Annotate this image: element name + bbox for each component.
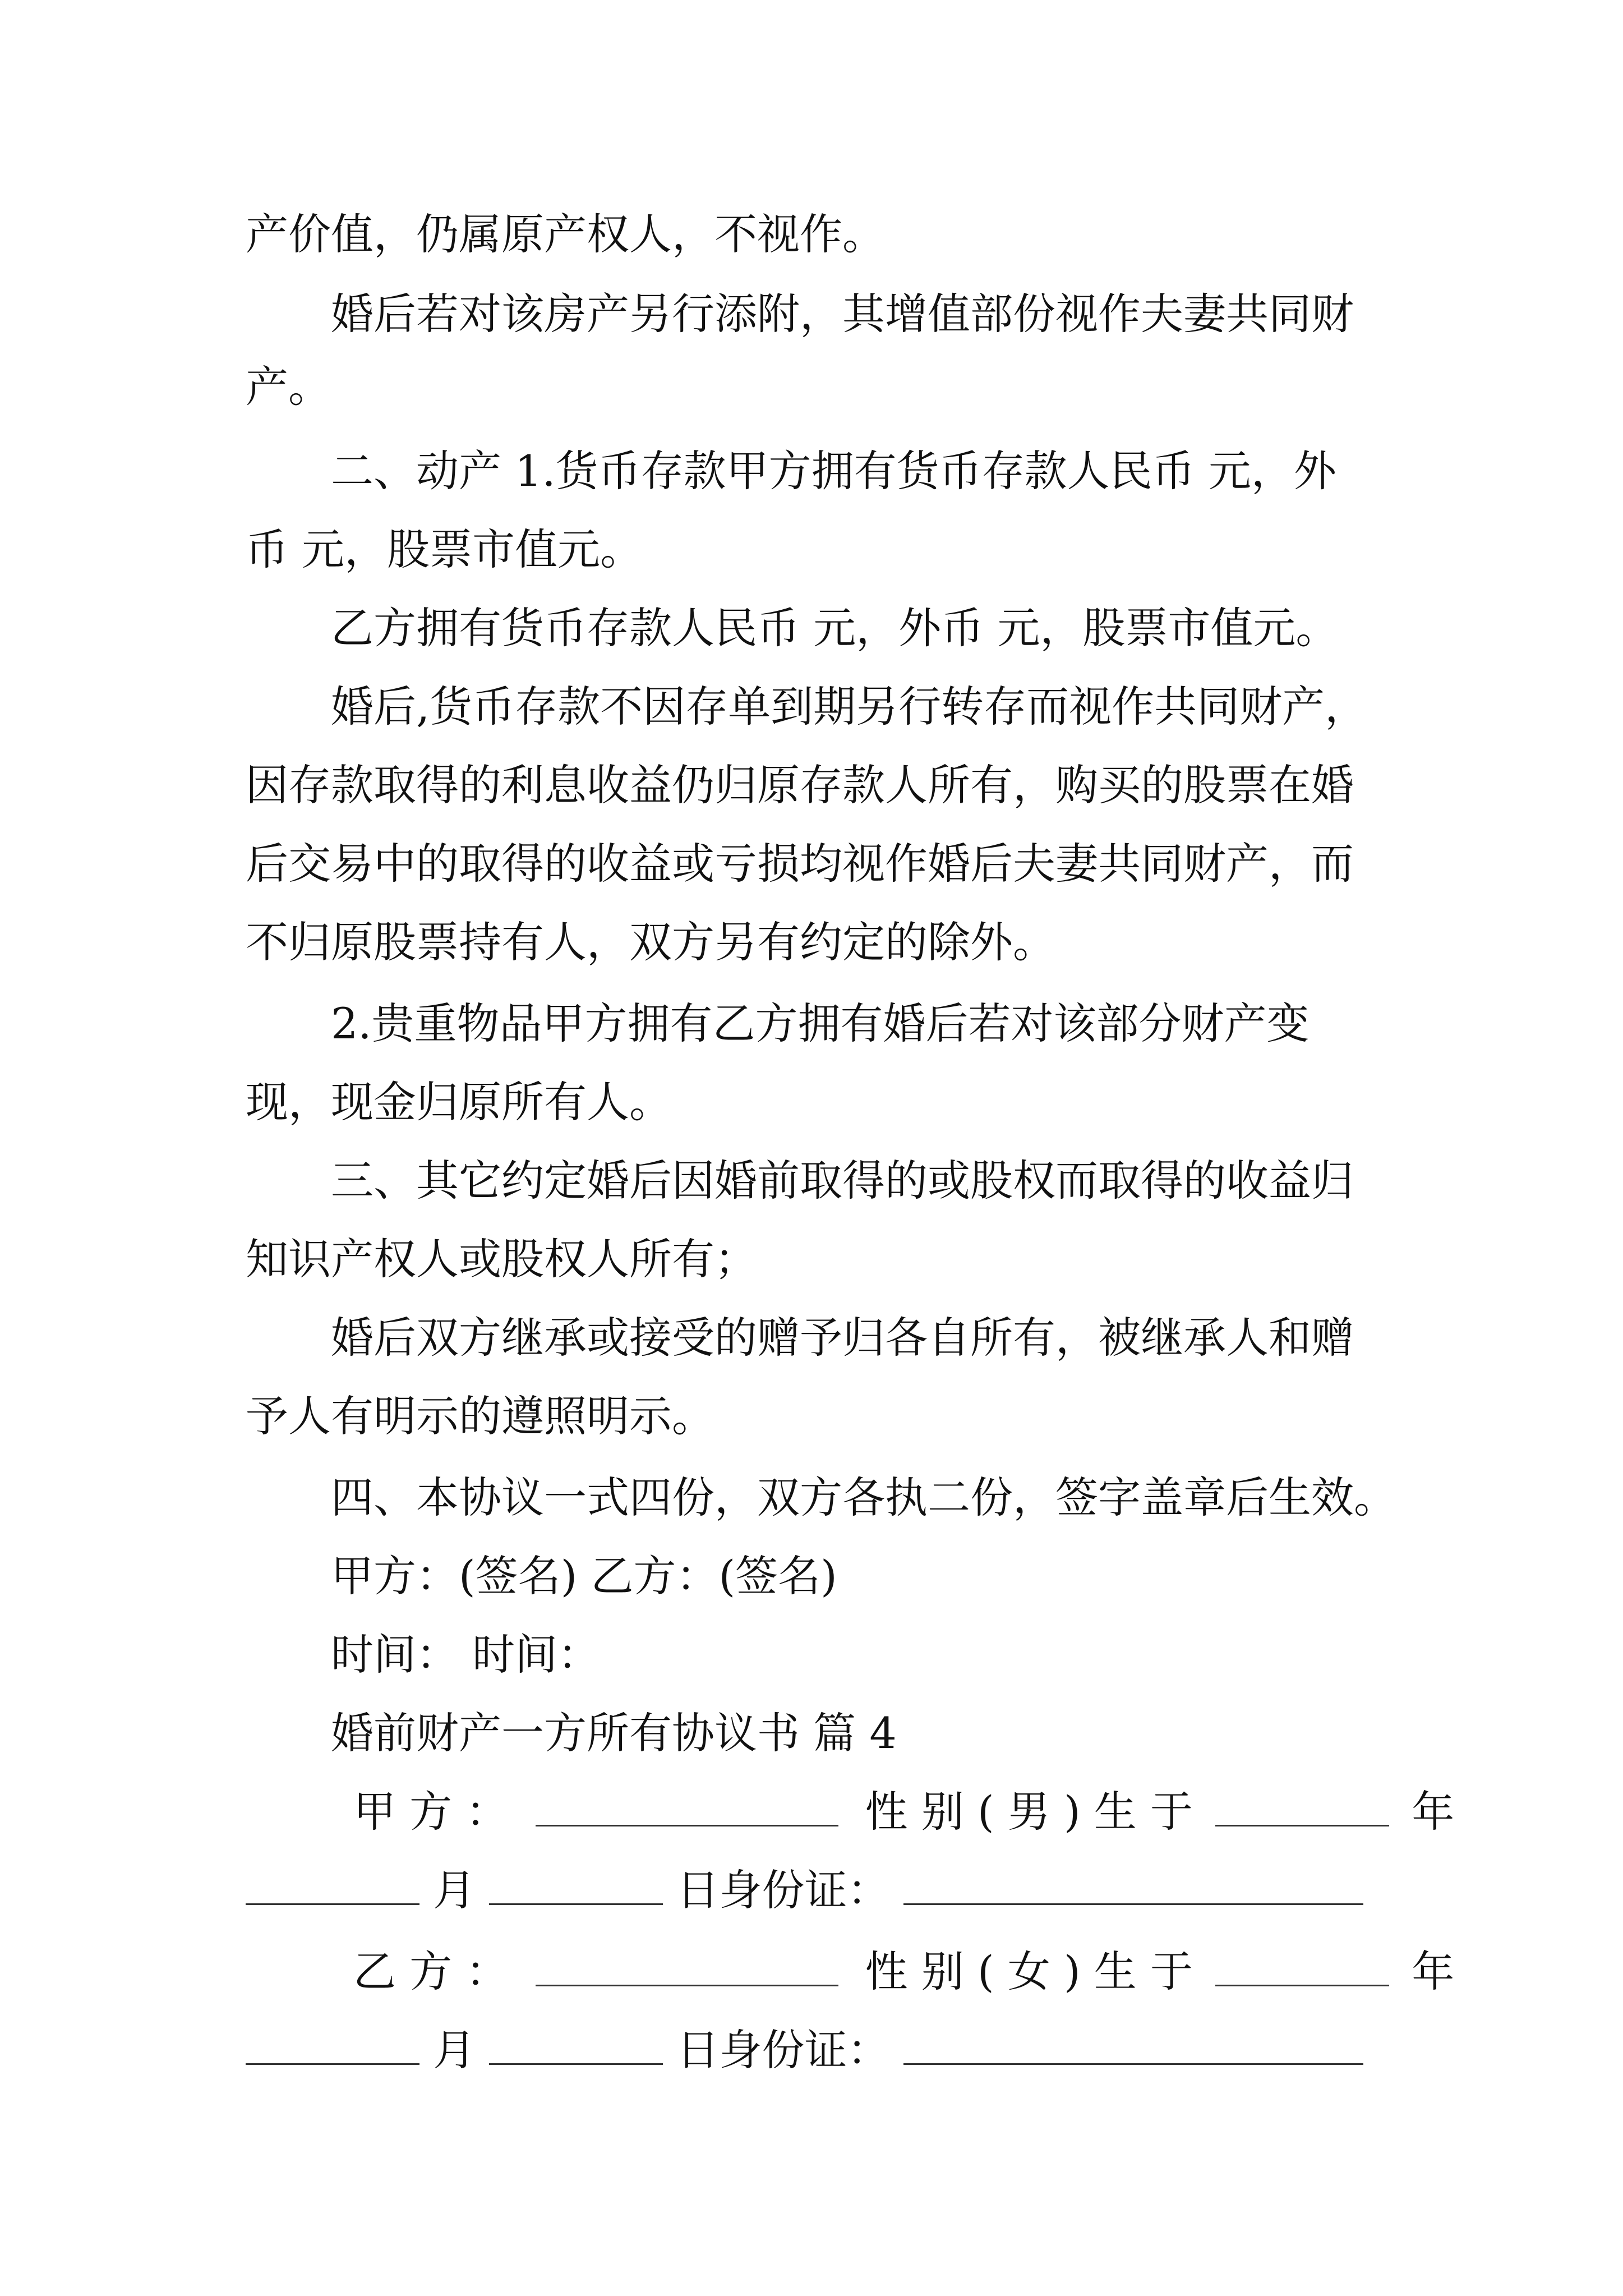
party-a-year-blank[interactable] — [1215, 1789, 1389, 1826]
signature-line: 甲方：(签名) 乙方：(签名) — [331, 1551, 837, 1601]
party-a-id-label: 日身份证： — [676, 1865, 890, 1915]
paragraph-line: 四、本协议一式四份，双方各执二份，签字盖章后生效。 — [331, 1473, 1396, 1522]
party-a-row-2 — [246, 1862, 1363, 1918]
paragraph-line: 2.贵重物品甲方拥有乙方拥有婚后若对该部分财产变 — [331, 999, 1310, 1048]
party-b-id-label: 日身份证： — [676, 2025, 890, 2075]
party-b-year-blank[interactable] — [1215, 1949, 1389, 1986]
date-line: 时间： 时间： — [331, 1630, 601, 1680]
party-a-day-blank[interactable] — [489, 1867, 663, 1905]
party-b-day-blank[interactable] — [489, 2027, 663, 2065]
party-a-month-blank[interactable] — [246, 1867, 419, 1905]
party-b-row — [353, 1944, 1454, 2000]
paragraph-line: 三、其它约定婚后因婚前取得的或股权而取得的收益归 — [331, 1156, 1354, 1205]
paragraph-line: 不归原股票持有人，双方另有约定的除外。 — [246, 917, 1055, 967]
paragraph-line: 婚后若对该房产另行添附，其增值部份视作夫妻共同财 — [331, 289, 1354, 339]
party-a-name-blank[interactable] — [536, 1789, 838, 1826]
party-a-id-blank[interactable] — [903, 1867, 1363, 1905]
party-b-gender: 性 别 ( 女 ) 生 于 — [865, 1947, 1193, 1996]
party-b-label: 乙 方 ： — [353, 1947, 509, 1996]
party-b-row-2 — [246, 2022, 1363, 2078]
paragraph-line: 因存款取得的利息收益仍归原存款人所有，购买的股票在婚 — [246, 760, 1354, 810]
party-a-year-label: 年 — [1412, 1787, 1455, 1837]
party-b-month-label: 月 — [433, 2025, 476, 2075]
paragraph-line: 后交易中的取得的收益或亏损均视作婚后夫妻共同财产，而 — [246, 839, 1354, 889]
party-b-id-blank[interactable] — [903, 2027, 1363, 2065]
party-a-gender: 性 别 ( 男 ) 生 于 — [865, 1787, 1193, 1837]
party-a-row — [353, 1784, 1454, 1840]
party-a-label: 甲 方 ： — [353, 1787, 509, 1837]
paragraph-line: 婚后双方继承或接受的赠予归各自所有，被继承人和赠 — [331, 1313, 1354, 1363]
paragraph-line: 予人有明示的遵照明示。 — [246, 1391, 714, 1441]
paragraph-line: 现，现金归原所有人。 — [246, 1077, 672, 1127]
party-b-month-blank[interactable] — [246, 2027, 419, 2065]
section-title: 婚前财产一方所有协议书 篇 4 — [331, 1708, 897, 1758]
party-b-name-blank[interactable] — [536, 1949, 838, 1986]
paragraph-line: 产。 — [246, 362, 331, 412]
paragraph-line: 币 元，股票市值元。 — [246, 524, 643, 574]
paragraph-line: 二、动产 1.货币存款甲方拥有货币存款人民币 元，外 — [331, 446, 1336, 496]
party-a-month-label: 月 — [433, 1865, 476, 1915]
paragraph-line: 乙方拥有货币存款人民币 元，外币 元，股票市值元。 — [331, 603, 1339, 653]
paragraph-line: 婚后,货币存款不因存单到期另行转存而视作共同财产， — [331, 682, 1368, 731]
party-b-year-label: 年 — [1412, 1947, 1455, 1996]
paragraph-line: 产价值，仍属原产权人，不视作。 — [246, 209, 885, 259]
paragraph-line: 知识产权人或股权人所有； — [246, 1234, 757, 1284]
